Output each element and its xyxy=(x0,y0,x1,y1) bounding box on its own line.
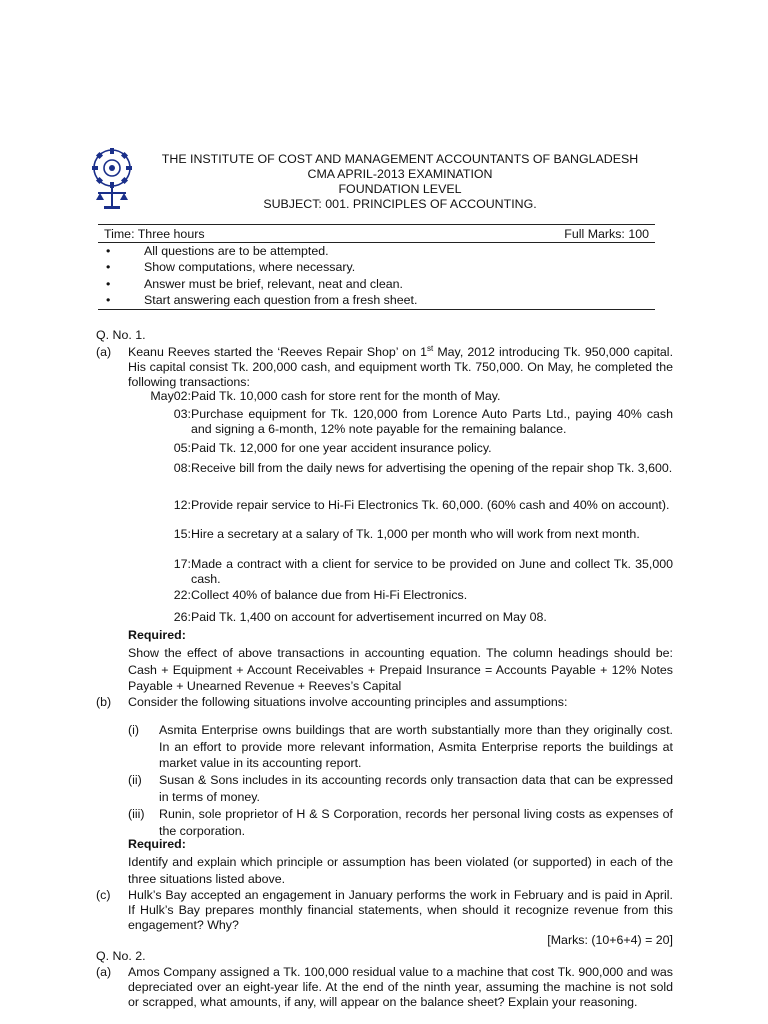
q1b-required-text: Identify and explain which principle or assumption has been violated (or supported) in each of the three situations listed above. xyxy=(128,855,673,886)
divider-top xyxy=(98,224,655,225)
transaction-row: 03: Purchase equipment for Tk. 120,000 from Lorence Auto Parts Ltd., paying 40% cash and signing a 6-month, 12% note payable for the remaining balance. xyxy=(173,407,673,436)
exam-meta xyxy=(104,227,649,241)
exam-subject: SUBJECT: 001. PRINCIPLES OF ACCOUNTING. xyxy=(263,197,537,211)
situation-item: (ii) Susan & Sons includes in its accounting records only transaction data that can be expressed in terms of money. xyxy=(128,773,673,804)
q2a-label: (a) xyxy=(96,965,112,979)
institute-name: THE INSTITUTE OF COST AND MANAGEMENT ACCOUNTANTS OF BANGLADESH xyxy=(161,152,639,166)
instruction-item: • Start answering each question from a fresh sheet. xyxy=(106,293,418,308)
divider-bottom xyxy=(98,309,655,310)
transaction-row: 15: Hire a secretary at a salary of Tk. 1,000 per month who will work from next month. xyxy=(173,527,640,541)
transaction-row: 26: Paid Tk. 1,400 on account for advertisement incurred on May 08. xyxy=(173,610,547,624)
q1b-label: (b) xyxy=(96,695,112,709)
transaction-row: 17: Made a contract with a client for service to be provided on June and collect Tk. 35,000 cash. xyxy=(173,557,673,586)
instructions-list xyxy=(104,243,654,309)
q2a-text: Amos Company assigned a Tk. 100,000 residual value to a machine that cost Tk. 900,000 and was depreciated over an eight-year life. At the end of the ninth year, assuming the machine is not sold or scrapped, what amounts, if any, will appear on the balance sheet? Explain your reasoning. xyxy=(128,965,673,1009)
transaction-row: 05: Paid Tk. 12,000 for one year accident insurance policy. xyxy=(173,441,492,455)
q1c-label: (c) xyxy=(96,888,111,902)
instruction-item: • Answer must be brief, relevant, neat and clean. xyxy=(106,276,403,291)
q1-marks: [Marks: (10+6+4) = 20] xyxy=(547,933,673,947)
time-allowed: Time: Three hours xyxy=(104,227,205,241)
q1a-required-text: Show the effect of above transactions in accounting equation. The column headings should be: Cash + Equipment + Account Receivables + Prepaid Insurance = Accounts Payable + 12% Notes Payable + Unearned Revenue + Reeves’s Capital xyxy=(128,646,673,693)
q1b-required-label: Required: xyxy=(128,837,186,851)
exam-title: CMA APRIL-2013 EXAMINATION xyxy=(307,167,493,181)
transaction-row: 12: Provide repair service to Hi-Fi Electronics Tk. 60,000. (60% cash and 40% on account). xyxy=(173,498,670,512)
q1c-text: Hulk’s Bay accepted an engagement in January performs the work in February and is paid in April. If Hulk’s Bay prepares monthly financial statements, when should it recognize revenue from this engagement? Why? xyxy=(128,888,673,932)
transaction-row: 22: Collect 40% of balance due from Hi-Fi Electronics. xyxy=(173,588,468,602)
q1a-label: (a) xyxy=(96,345,112,359)
q1-title: Q. No. 1. xyxy=(96,328,146,342)
q1b-intro: Consider the following situations involve accounting principles and assumptions: xyxy=(128,695,568,709)
institute-logo-icon xyxy=(86,146,138,214)
transaction-row: 08: Receive bill from the daily news for advertising the opening of the repair shop Tk. 3,600. xyxy=(173,461,673,475)
q1a-intro: Keanu Reeves started the ‘Reeves Repair Shop’ on 1st May, 2012 introducing Tk. 950,000 capital. His capital consist Tk. 200,000 cash, and equipment worth Tk. 750,000. On May, he completed the following transactions: xyxy=(128,343,674,389)
full-marks: Full Marks: 100 xyxy=(564,227,649,241)
instruction-item: • All questions are to be attempted. xyxy=(106,244,329,258)
instruction-item: • Show computations, where necessary. xyxy=(106,260,356,275)
situation-item: (iii) Runin, sole proprietor of H & S Corporation, records her personal living costs as expenses of the corporation. xyxy=(128,807,673,838)
transaction-row: May02: Paid Tk. 10,000 cash for store rent for the month of May. xyxy=(150,389,501,403)
q1a-required-label: Required: xyxy=(128,628,186,642)
exam-level: FOUNDATION LEVEL xyxy=(338,182,462,196)
situation-item: (i) Asmita Enterprise owns buildings that are worth substantially more than they originally cost. In an effort to provide more relevant information, Asmita Enterprise reports the buildings at market value in its accounting report. xyxy=(128,723,673,770)
q2-title: Q. No. 2. xyxy=(96,949,146,963)
